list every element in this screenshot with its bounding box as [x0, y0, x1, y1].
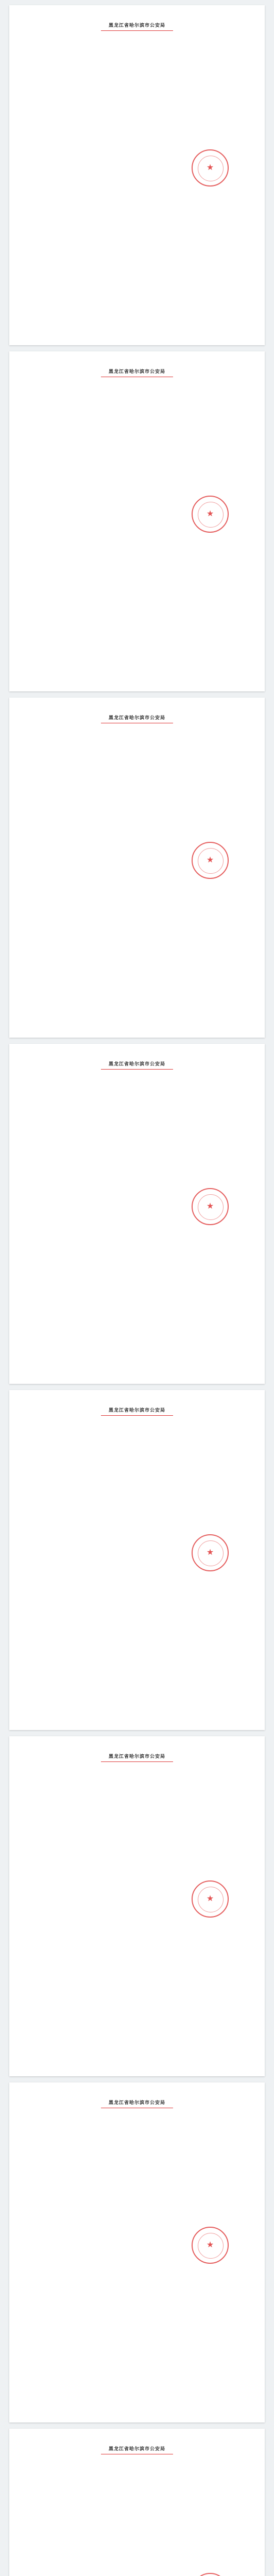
document-title: 黑龙江省哈尔滨市公安局	[108, 2447, 165, 2452]
document-page	[9, 698, 265, 1038]
document-title: 黑龙江省哈尔滨市公安局	[108, 23, 165, 28]
official-seal-icon	[192, 2227, 229, 2264]
seal-star-icon: ★	[206, 1893, 214, 1903]
document-title: 黑龙江省哈尔滨市公安局	[108, 716, 165, 721]
official-seal-icon	[192, 496, 229, 533]
document-page	[9, 5, 265, 345]
document-title: 黑龙江省哈尔滨市公安局	[108, 2100, 165, 2106]
official-seal-icon	[192, 1188, 229, 1225]
seal-star-icon: ★	[206, 162, 214, 172]
official-seal-icon	[192, 1534, 229, 1571]
document-title: 黑龙江省哈尔滨市公安局	[108, 369, 165, 375]
seal-star-icon: ★	[206, 1201, 214, 1211]
seal-star-icon: ★	[206, 855, 214, 865]
official-seal-icon	[192, 149, 229, 187]
official-seal-icon	[192, 1880, 229, 1918]
document-subtitle	[101, 2107, 173, 2108]
document-page	[9, 351, 265, 691]
document-title: 黑龙江省哈尔滨市公安局	[108, 1754, 165, 1759]
document-page	[9, 1390, 265, 1730]
document-page	[9, 2429, 265, 2576]
document-page	[9, 2082, 265, 2422]
document-subtitle	[101, 1414, 173, 1416]
document-page	[9, 1736, 265, 2076]
document-subtitle	[101, 2453, 173, 2454]
official-seal-icon	[192, 842, 229, 879]
document-title: 黑龙江省哈尔滨市公安局	[108, 1062, 165, 1067]
document-subtitle	[101, 1760, 173, 1762]
seal-star-icon: ★	[206, 509, 214, 518]
document-subtitle	[101, 29, 173, 31]
document-title: 黑龙江省哈尔滨市公安局	[108, 1408, 165, 1413]
document-page	[9, 1044, 265, 1384]
official-seal-icon	[192, 2573, 229, 2576]
document-subtitle	[101, 1068, 173, 1070]
document-subtitle	[101, 376, 173, 377]
seal-star-icon: ★	[206, 2240, 214, 2249]
seal-star-icon: ★	[206, 1547, 214, 1557]
document-subtitle	[101, 722, 173, 723]
